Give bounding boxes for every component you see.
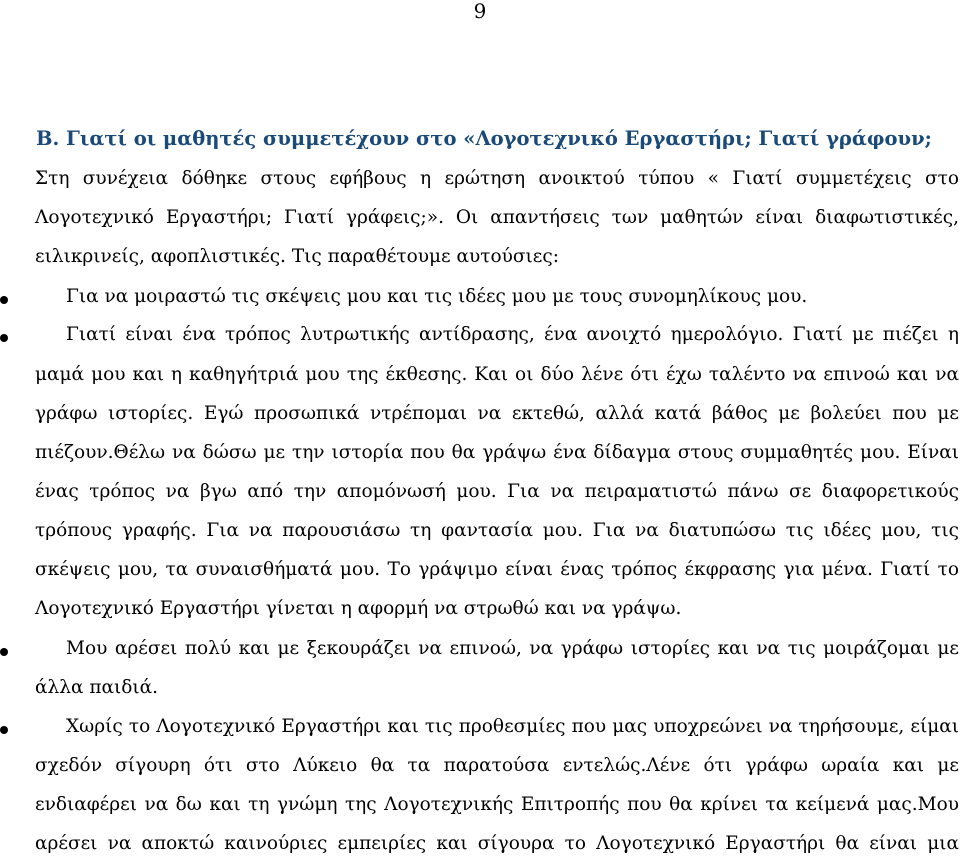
- list-item: Μου αρέσει πολύ και με ξεκουράζει να επινοώ, να γράφω ιστορίες και να τις μοιράζομαι με: [66, 638, 959, 659]
- paragraph-line: ειλικρινείς, αφοπλιστικές. Τις παραθέτουμε αυτούσιες:: [35, 246, 559, 267]
- page-number: 9: [473, 0, 487, 23]
- paragraph-line: Στη συνέχεια δόθηκε στους εφήβους η ερώτηση ανοικτού τύπου « Γιατί συμμετέχεις στο: [35, 168, 959, 189]
- paragraph-line: γράφω ιστορίες. Εγώ προσωπικά ντρέπομαι να εκτεθώ, αλλά κατά βάθος με βολεύει που με: [35, 403, 959, 424]
- paragraph-line: σκέψεις μου, τα συναισθήματά μου. Το γράψιμο είναι ένας τρόπος έκφρασης για μένα. Γιατί το: [35, 559, 959, 580]
- bullet-icon: [0, 648, 8, 656]
- list-item: Γιατί είναι ένα τρόπος λυτρωτικής αντίδρασης, ένα ανοιχτό ημερολόγιο. Γιατί με πιέζει η: [66, 324, 959, 345]
- paragraph-line: ένας τρόπος να βγω από την απομόνωσή μου. Για να πειραματιστώ πάνω σε διαφορετικούς: [35, 481, 959, 502]
- paragraph-line: τρόπους γραφής. Για να παρουσιάσω τη φαντασία μου. Για να διατυπώσω τις ιδέες μου, τις: [35, 520, 959, 541]
- paragraph-line: πιέζουν.Θέλω να δώσω με την ιστορία που θα γράψω ένα δίδαγμα στους συμμαθητές μου. Είναι: [35, 442, 959, 463]
- paragraph-line: μαμά μου και η καθηγήτριά μου της έκθεσης. Και οι δύο λένε ότι έχω ταλέντο να επινοώ και να: [35, 364, 959, 385]
- paragraph-line: ενδιαφέρει να δω και τη γνώμη της Λογοτεχνικής Επιτροπής που θα κρίνει τα κείμενά μας.Μου: [35, 794, 959, 815]
- paragraph-line: Λογοτεχνικό Εργαστήρι γίνεται η αφορμή να στρωθώ και να γράψω.: [35, 598, 682, 619]
- bullet-icon: [0, 334, 8, 342]
- paragraph-line: αρέσει να αποκτώ καινούριες εμπειρίες και σίγουρα το Λογοτεχνικό Εργαστήρι θα είναι μια: [35, 833, 959, 854]
- paragraph-line: Λογοτεχνικό Εργαστήρι; Γιατί γράφεις;». Οι απαντήσεις των μαθητών είναι διαφωτιστικές,: [35, 207, 959, 228]
- paragraph-line: άλλα παιδιά.: [35, 677, 158, 698]
- paragraph-line: σχεδόν σίγουρη ότι στο Λύκειο θα τα παρατούσα εντελώς.Λένε ότι γράφω ωραία και με: [35, 755, 959, 776]
- section-heading: Β. Γιατί οι μαθητές συμμετέχουν στο «Λογοτεχνικό Εργαστήρι; Γιατί γράφουν;: [36, 127, 932, 150]
- list-item: Για να μοιραστώ τις σκέψεις μου και τις ιδέες μου με τους συνομηλίκους μου.: [66, 286, 808, 307]
- bullet-icon: [0, 296, 8, 304]
- bullet-icon: [0, 726, 8, 734]
- list-item: Χωρίς το Λογοτεχνικό Εργαστήρι και τις προθεσμίες που μας υποχρεώνει να τηρήσουμε, είμαι: [66, 716, 959, 737]
